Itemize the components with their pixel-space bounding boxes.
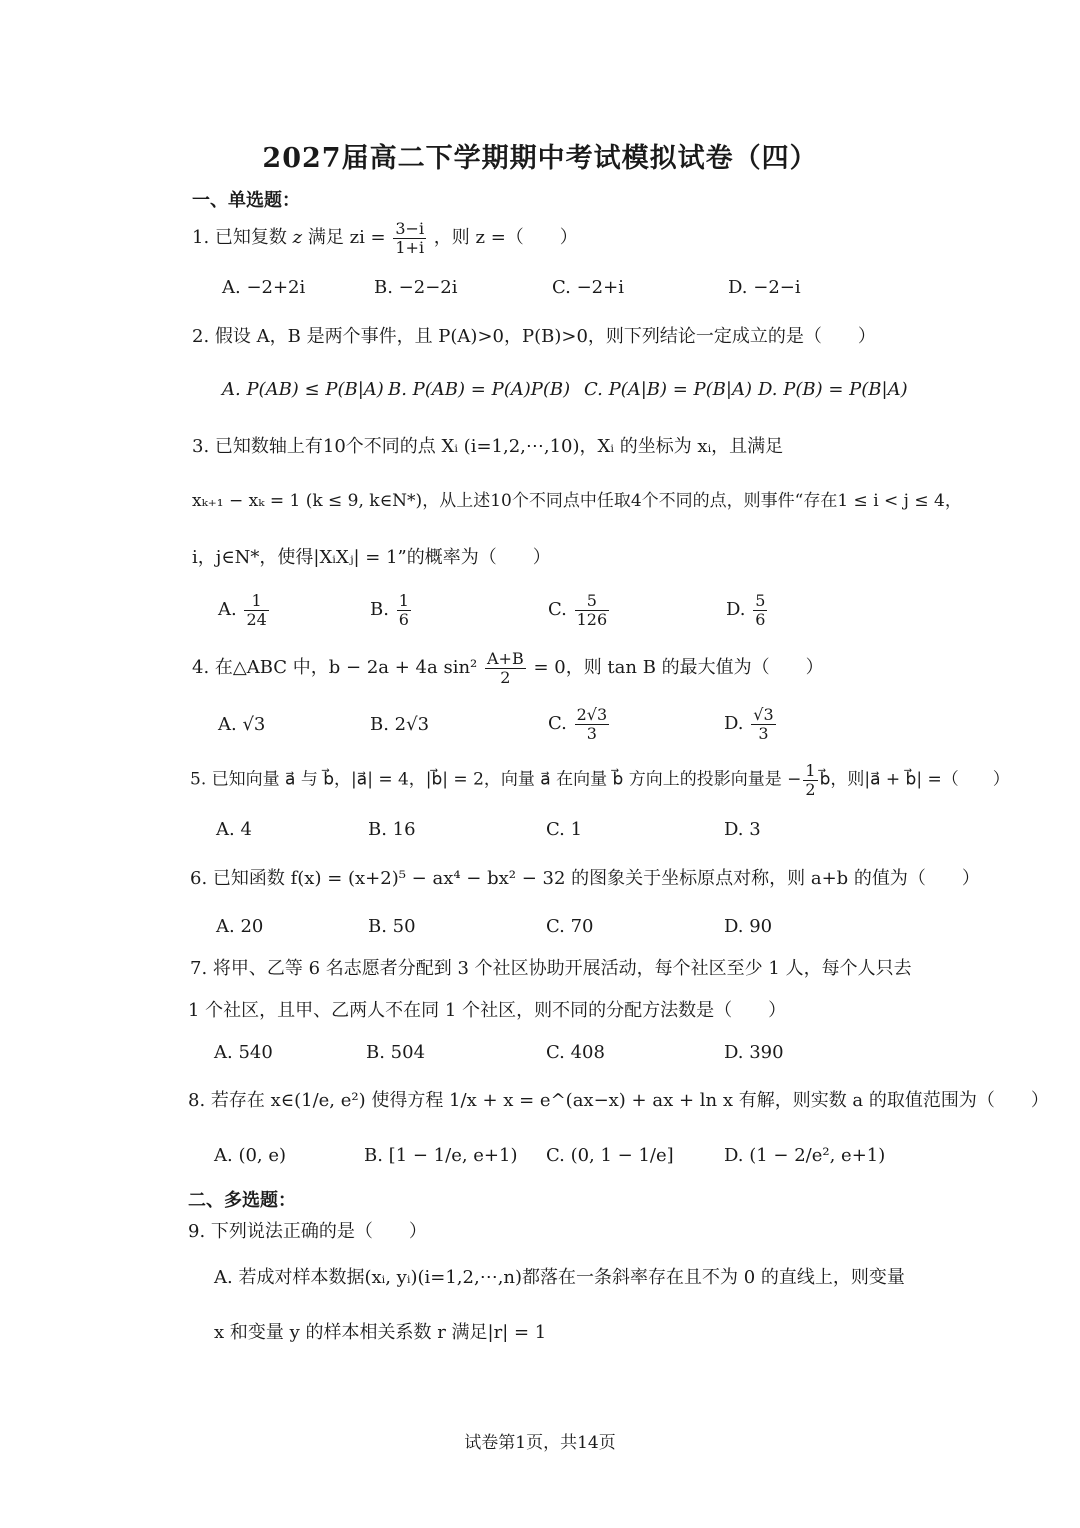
q3-option-d-letter: D.	[726, 599, 746, 621]
q4-d-den: 3	[758, 723, 769, 743]
q5-option-c[interactable]: C. 1	[546, 819, 583, 840]
q3-d-num: 5	[755, 591, 766, 610]
section-multi-choice: 二、多选题：	[188, 1190, 296, 1211]
q1-option-a[interactable]: A. −2+2i	[222, 277, 306, 298]
q4-option-c[interactable]	[548, 706, 611, 742]
q5-option-a[interactable]: A. 4	[216, 819, 252, 840]
q3-c-den: 126	[576, 609, 608, 629]
q7-option-d[interactable]: D. 390	[724, 1042, 784, 1063]
q4-c-den: 3	[586, 723, 597, 743]
question-8: 8. 若存在 x∈(1/e, e²) 使得方程 1/x + x = e^(ax−x) + ax + ln x 有解，则实数 a 的取值范围为（ ）	[188, 1090, 1049, 1111]
question-7-line-1: 7. 将甲、乙等 6 名志愿者分配到 3 个社区协助开展活动，每个社区至少 1 人，每个人只去	[190, 958, 912, 979]
q9-option-a-line-1[interactable]: A. 若成对样本数据(xᵢ, yᵢ)(i=1,2,⋯,n)都落在一条斜率存在且不为 0 的直线上，则变量	[214, 1267, 905, 1288]
q3-option-b-letter: B.	[370, 599, 389, 621]
q4-frac-denominator: 2	[500, 667, 511, 687]
q8-option-c[interactable]: C. (0, 1 − 1/e]	[546, 1145, 674, 1166]
question-7-line-2: 1 个社区，且甲、乙两人不在同 1 个社区，则不同的分配方法数是（ ）	[188, 1000, 787, 1021]
q8-option-b[interactable]: B. [1 − 1/e, e+1)	[364, 1145, 518, 1166]
q4-stem-b: = 0，则 tan B 的最大值为（ ）	[533, 657, 824, 679]
q7-option-a[interactable]: A. 540	[214, 1042, 273, 1063]
q4-option-c-letter: C.	[548, 713, 567, 735]
question-5	[190, 762, 1010, 798]
q2-option-d[interactable]: D. P(B) = P(B|A)	[758, 379, 908, 400]
question-2: 2. 假设 A，B 是两个事件，且 P(A)>0，P(B)>0，则下列结论一定成立的是（ ）	[192, 326, 876, 347]
section-single-choice: 一、单选题：	[192, 190, 300, 211]
q5-option-b[interactable]: B. 16	[368, 819, 416, 840]
q3-a-num: 1	[244, 592, 268, 611]
q7-option-c[interactable]: C. 408	[546, 1042, 605, 1063]
q1-var-z: z	[292, 227, 303, 249]
q9-option-a-line-2: x 和变量 y 的样本相关系数 r 满足|r| = 1	[214, 1322, 547, 1343]
q3-option-b[interactable]	[370, 592, 413, 628]
q5-option-d[interactable]: D. 3	[724, 819, 761, 840]
q1-frac-numerator: 3−i	[395, 219, 425, 238]
q1-frac-denominator: 1+i	[395, 237, 425, 257]
question-6: 6. 已知函数 f(x) = (x+2)⁵ − ax⁴ − bx² − 32 的图象关于坐标原点对称，则 a+b 的值为（ ）	[190, 868, 980, 889]
q3-b-num: 1	[398, 591, 409, 610]
q6-option-a[interactable]: A. 20	[216, 916, 264, 937]
page-footer: 试卷第1页，共14页	[464, 1433, 616, 1453]
q3-option-a[interactable]	[218, 592, 271, 628]
question-3-line-2: xₖ₊₁ − xₖ = 1 (k ≤ 9, k∈N*)，从上述10个不同点中任取4个不同的点，则事件“存在1 ≤ i < j ≤ 4，	[192, 491, 962, 511]
question-3-line-3: i，j∈N*，使得|XᵢXⱼ| = 1”的概率为（ ）	[192, 547, 551, 568]
q2-option-b[interactable]: B. P(AB) = P(A)P(B)	[388, 379, 571, 400]
q4-option-d[interactable]	[724, 706, 778, 742]
q5-frac-denominator: 2	[805, 779, 816, 799]
q4-d-num: √3	[753, 705, 774, 724]
question-3-line-1: 3. 已知数轴上有10个不同的点 Xᵢ (i=1,2,⋯,10)，Xᵢ 的坐标为 xᵢ，且满足	[192, 436, 784, 457]
q3-option-a-letter: A.	[218, 599, 237, 621]
q2-option-a[interactable]: A. P(AB) ≤ P(B|A)	[222, 379, 384, 400]
q5-frac-numerator: 1	[805, 761, 816, 780]
q4-option-a[interactable]: A. √3	[218, 714, 266, 735]
q1-option-d[interactable]: D. −2−i	[728, 277, 801, 298]
question-1	[192, 220, 578, 256]
q4-option-d-letter: D.	[724, 713, 744, 735]
q6-option-c[interactable]: C. 70	[546, 916, 594, 937]
q1-fraction	[393, 220, 426, 256]
q7-option-b[interactable]: B. 504	[366, 1042, 426, 1063]
q8-option-a[interactable]: A. (0, e)	[214, 1145, 287, 1166]
q8-option-d[interactable]: D. (1 − 2/e², e+1)	[724, 1145, 886, 1166]
q2-option-c[interactable]: C. P(A|B) = P(B|A)	[584, 379, 752, 400]
q3-c-num: 5	[575, 592, 610, 611]
q3-a-den: 24	[246, 609, 267, 629]
q3-option-d[interactable]	[726, 592, 769, 628]
q1-option-c[interactable]: C. −2+i	[552, 277, 624, 298]
q3-d-den: 6	[755, 609, 766, 629]
q1-stem-b: 满足 zi =	[307, 227, 386, 249]
q4-frac-numerator: A+B	[487, 649, 524, 668]
q4-stem-a: 4. 在△ABC 中，b − 2a + 4a sin²	[192, 657, 478, 679]
q1-stem-c: ，则 z =（ ）	[433, 227, 578, 249]
q3-b-den: 6	[398, 609, 409, 629]
q4-option-b[interactable]: B. 2√3	[370, 714, 430, 735]
q3-option-c-letter: C.	[548, 599, 567, 621]
q6-option-d[interactable]: D. 90	[724, 916, 773, 937]
exam-title: 2027届高二下学期期中考试模拟试卷（四）	[262, 143, 818, 174]
q1-stem-a: 1. 已知复数	[192, 227, 287, 249]
q6-option-b[interactable]: B. 50	[368, 916, 416, 937]
q5-stem-a: 5. 已知向量 a⃗ 与 b⃗，|a⃗| = 4，|b⃗| = 2，向量 a⃗ 在向量 b⃗ 方向上的投影向量是 −	[190, 769, 802, 790]
question-4	[192, 650, 824, 686]
q1-option-b[interactable]: B. −2−2i	[374, 277, 458, 298]
q4-c-num: 2√3	[576, 705, 608, 724]
question-9: 9. 下列说法正确的是（ ）	[188, 1221, 427, 1242]
q3-option-c[interactable]	[548, 592, 611, 628]
q5-stem-b: b⃗，则|a⃗ + b⃗| =（ ）	[819, 769, 1010, 790]
